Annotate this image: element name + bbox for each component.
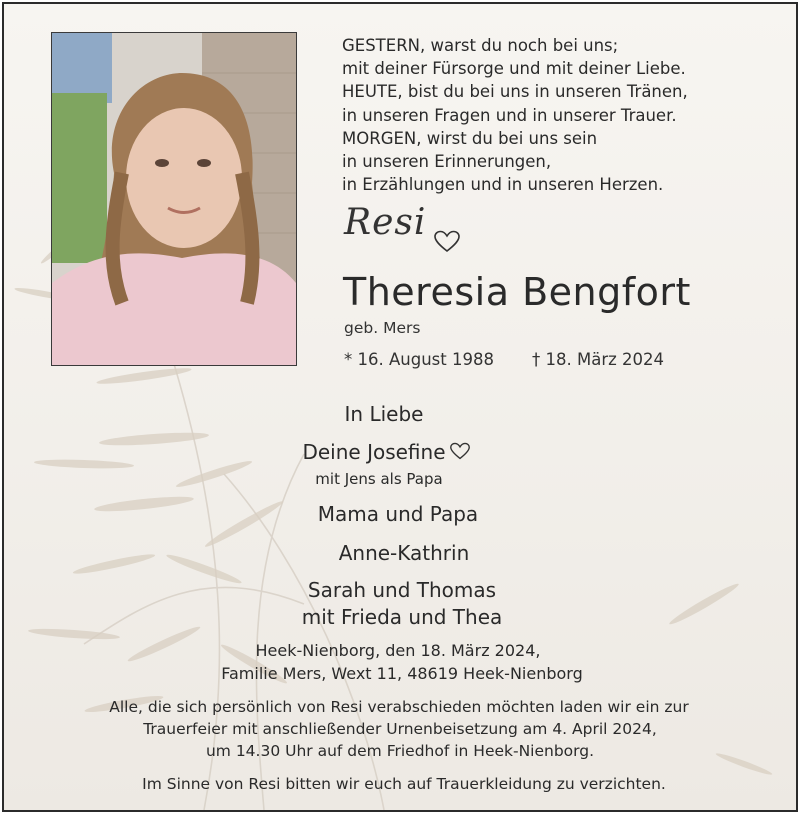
poem bbox=[342, 34, 688, 196]
poem-line: in unseren Erinnerungen, bbox=[342, 152, 552, 172]
poem-line: GESTERN, warst du noch bei uns; bbox=[342, 36, 619, 55]
closing-note: Im Sinne von Resi bitten wir euch auf Trauerkleidung zu verzichten. bbox=[142, 775, 666, 793]
invitation-line: Alle, die sich persönlich von Resi verabschieden möchten laden wir ein zur bbox=[109, 698, 689, 716]
poem-line: in unseren Fragen und in unserer Trauer. bbox=[342, 105, 677, 125]
mourner-line bbox=[2, 440, 782, 464]
portrait-photo bbox=[51, 32, 297, 366]
poem-line: in Erzählungen und in unseren Herzen. bbox=[342, 175, 664, 195]
mourners-intro: In Liebe bbox=[344, 402, 424, 426]
mourner-line: Mama und Papa bbox=[317, 502, 479, 526]
poem-line: MORGEN, wirst du bei uns sein bbox=[342, 128, 598, 148]
poem-line: HEUTE, bist du bei uns in unseren Tränen, bbox=[342, 82, 688, 102]
place-date: Heek-Nienborg, den 18. März 2024, bbox=[255, 641, 541, 660]
poem-line: mit deiner Fürsorge und mit deiner Liebe. bbox=[342, 59, 686, 79]
mourner-line: mit Frieda und Thea bbox=[301, 605, 503, 629]
death-date: † 18. März 2024 bbox=[532, 350, 665, 369]
nickname: Resi bbox=[344, 202, 427, 243]
obituary-card bbox=[2, 2, 798, 812]
mourner-subline: mit Jens als Papa bbox=[315, 470, 443, 488]
heart-outline-icon bbox=[434, 230, 460, 254]
invitation-line: um 14.30 Uhr auf dem Friedhof in Heek-Nienborg. bbox=[205, 742, 595, 760]
heart-outline-icon bbox=[450, 442, 470, 461]
invitation-line: Trauerfeier mit anschließender Urnenbeisetzung am 4. April 2024, bbox=[143, 720, 657, 738]
birth-name: geb. Mers bbox=[344, 319, 421, 337]
mourner-line: Anne-Kathrin bbox=[338, 541, 470, 565]
full-name: Theresia Bengfort bbox=[343, 270, 691, 314]
mourner-line: Sarah und Thomas bbox=[307, 578, 497, 602]
mourner-name: Deine Josefine bbox=[302, 440, 446, 464]
family-address: Familie Mers, Wext 11, 48619 Heek-Nienborg bbox=[221, 664, 583, 683]
birth-date: * 16. August 1988 bbox=[344, 350, 494, 369]
